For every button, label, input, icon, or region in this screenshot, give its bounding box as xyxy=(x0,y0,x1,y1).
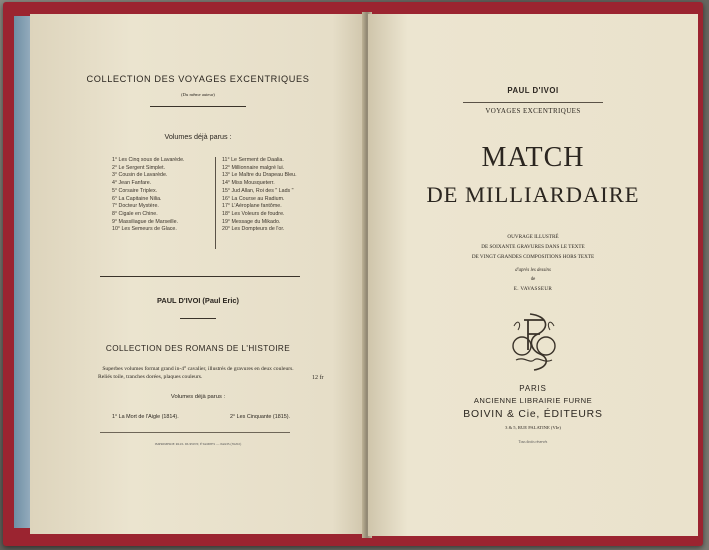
series-name: VOYAGES EXCENTRIQUES xyxy=(485,107,581,115)
list-item: 8° Cigale en Chine. xyxy=(112,210,158,217)
collection2-title: COLLECTION DES ROMANS DE L'HISTOIRE xyxy=(105,344,291,353)
list-item: 6° La Capitaine Nilia. xyxy=(112,195,162,202)
list-item: 15° Jud Allan, Roi des " Lads " xyxy=(222,187,294,194)
list-item: 12° Millionnaire malgré lui. xyxy=(222,164,285,171)
list-item: 18° Les Voleurs de foudre. xyxy=(222,210,285,217)
publisher-line-1: ANCIENNE LIBRAIRIE FURNE xyxy=(473,396,593,405)
same-author-note: (Du même auteur) xyxy=(181,92,215,97)
divider xyxy=(100,276,300,277)
collection2-desc: Reliés toile, tranches dorées, plaques couleurs. xyxy=(98,374,203,380)
by-word: de xyxy=(530,277,536,282)
column-divider xyxy=(215,157,216,249)
list-item: 3° Cousin de Lavarède. xyxy=(112,172,168,179)
list-item: 11° Le Serment de Daalia. xyxy=(222,157,284,163)
divider xyxy=(180,318,216,319)
after-drawings: d'après les dessins xyxy=(515,268,551,273)
publisher-address: 3 & 5, RUE PALATINE (VIe) xyxy=(505,425,561,430)
city: PARIS xyxy=(519,384,547,393)
list-item: 5° Corsaire Triplex. xyxy=(112,187,158,194)
volumes-heading: Volumes déjà parus : xyxy=(164,132,232,141)
collection-title: COLLECTION DES VOYAGES EXCENTRIQUES xyxy=(86,74,310,84)
author: PAUL D'IVOI xyxy=(507,86,559,95)
divider xyxy=(150,106,246,107)
list-item: 20° Les Dompteurs de l'or. xyxy=(222,226,285,233)
price: 12 fr xyxy=(312,375,324,381)
collection2-desc: Superbes volumes format grand in-4° cavalier, illustrés de gravures en deux couleurs. xyxy=(102,366,294,372)
title-line-1: MATCH xyxy=(481,142,585,173)
list-item: 1° La Mort de l'Aigle (1814). xyxy=(112,414,179,420)
volume-list-left xyxy=(112,157,185,234)
title-line-2: DE MILLIARDAIRE xyxy=(426,182,640,207)
list-item: 2° Les Cinquante (1815). xyxy=(230,414,290,420)
list-item: 2° Le Sergent Simplet. xyxy=(112,164,166,171)
list-item: 1° Les Cinq sous de Lavarède. xyxy=(112,157,185,163)
list-item: 10° Les Semeurs de Glace. xyxy=(112,226,177,233)
divider xyxy=(100,432,290,433)
author-line: PAUL D'IVOI (Paul Eric) xyxy=(157,296,239,305)
list-item: 9° Massiliague de Marseille. xyxy=(112,218,179,225)
publisher-monogram-emblem xyxy=(508,310,560,374)
right-page xyxy=(368,14,698,536)
publisher-line-2: BOIVIN & Cie, ÉDITEURS xyxy=(463,409,603,420)
list-item: 19° Message du Mikado. xyxy=(222,218,281,225)
list-item: 14° Miss Mousqueterr. xyxy=(222,180,275,187)
left-page xyxy=(30,14,366,534)
printer-line: IMPRIMERIE PAUL DUPONT, ÉTAMPES — PARIS (39202) xyxy=(154,442,242,446)
list-item: 4° Jean Fanfare. xyxy=(112,180,152,187)
divider xyxy=(463,102,603,103)
volumes2-heading: Volumes déjà parus : xyxy=(170,394,226,400)
description: OUVRAGE ILLUSTRÉ xyxy=(507,234,559,240)
list-item: 17° L'Aéroplane fantôme. xyxy=(222,203,282,210)
list-item: 7° Docteur Mystère. xyxy=(112,203,159,210)
description: DE VINGT GRANDES COMPOSITIONS HORS TEXTE xyxy=(471,254,595,260)
rights-notice: Tous droits réservés xyxy=(518,440,548,444)
list-item: 13° Le Maître du Drapeau Bleu. xyxy=(222,172,297,179)
volume-list-right xyxy=(222,157,297,234)
illustrator: E. VAVASSEUR xyxy=(513,286,553,292)
list-item: 16° La Course au Radium. xyxy=(222,195,285,202)
description: DE SOIXANTE GRAVURES DANS LE TEXTE xyxy=(481,244,585,250)
